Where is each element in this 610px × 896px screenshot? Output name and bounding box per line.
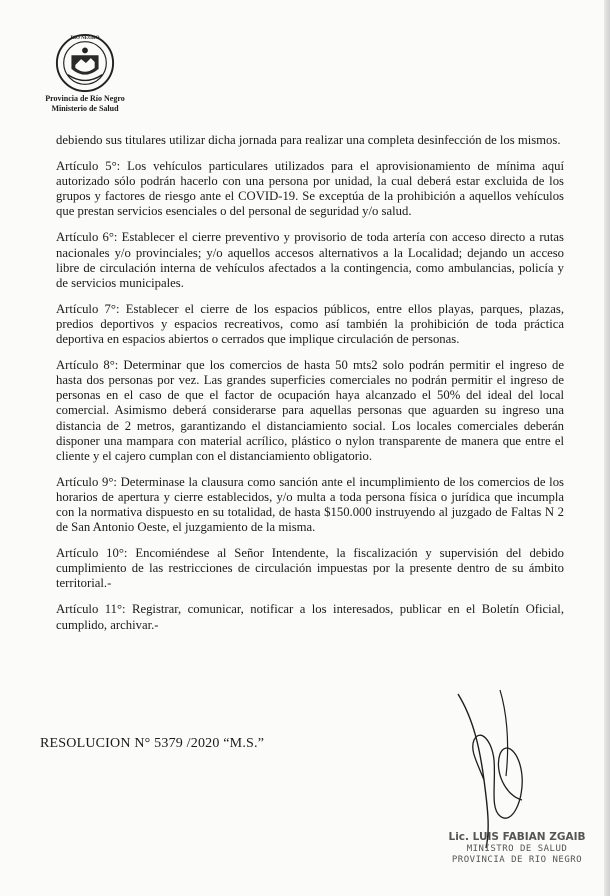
paragraph-continuation: debiendo sus titulares utilizar dicha jornada para realizar una completa desinfección de los mismos.: [56, 133, 561, 147]
paragraph-articulo-6: Artículo 6°: Establecer el cierre preventivo y provisorio de toda artería con acceso directo a rutas nacionales y/o provinciales; y/o aquellos accesos alternativos a la Localidad; dejando un acceso libre de circulación interna de vehículos afectados a la contingencia, como ambulancias, policía y de servicios municipales.: [56, 230, 564, 290]
official-stamp: [448, 830, 586, 866]
document-body: [56, 133, 564, 644]
paragraph-articulo-8: Artículo 8°: Determinar que los comercios de hasta 50 mts2 solo podrán permitir el ingreso de hasta dos personas por vez. Las grandes superficies comerciales no podrán permitir el ingreso de personas en el caso de que el factor de ocupación haya alcanzado el 50% del ideal del local comercial. Asimismo deberá considerarse para aquellas personas que aguarden su ingreso una distancia de 2 metros, garantizando el distanciamiento social. Los locales comerciales deberán disponer una mampara con material acrílico, plástico o nylon transparente de manera que entre el cliente y el cajero cumplan con el distanciamiento obligatorio.: [56, 358, 564, 463]
seal-text: RIO NEGRO: [70, 36, 100, 41]
paragraph-articulo-10: Artículo 10°: Encomiéndese al Señor Intendente, la fiscalización y supervisión del debido cumplimiento de las restricciones de circulación impuestas por la presente dentro de su ámbito territorial.-: [56, 546, 564, 591]
signer-name: Lic. LUIS FABIAN ZGAIB: [448, 831, 586, 843]
paragraph-articulo-11: Artículo 11°: Registrar, comunicar, notificar a los interesados, publicar en el Boletín Oficial, cumplido, archivar.-: [56, 602, 564, 632]
letterhead: [30, 32, 140, 114]
ministry-name: Ministerio de Salud: [51, 104, 119, 113]
paragraph-articulo-7: Artículo 7°: Establecer el cierre de los espacios públicos, entre ellos playas, parques, plazas, predios deportivos y espacios recreativos, como así también la prohibición de toda práctica deportiva en espacios abiertos o cerrados que implique circulación de personas.: [56, 301, 564, 347]
resolution-number: RESOLUCION N° 5379 /2020 “M.S.”: [40, 736, 265, 751]
signer-province: PROVINCIA DE RIO NEGRO: [451, 855, 583, 865]
paragraph-articulo-9: Artículo 9°: Determinase la clausura como sanción ante el incumplimiento de los comercios de los horarios de apertura y cierre establecidos, y/o multa a toda persona física o jurídica que incumpla con la normativa dispuesto en su totalidad, de hasta $150.000 instruyendo al juzgado de Faltas N 2 de San Antonio Oeste, el juzgamiento de la misma.: [56, 474, 564, 535]
page-edge-shadow: [604, 0, 610, 896]
signer-title: MINISTRO DE SALUD: [466, 844, 568, 854]
handwritten-signature: [440, 680, 560, 850]
paragraph-articulo-5: Artículo 5°: Los vehículos particulares utilizados para el aprovisionamiento de mínima aquí autorizado sólo podrán hacerlo con una persona por unidad, la cual deberá estar excluida de los grupos y factores de riesgo ante el COVID-19. Se exceptúa de la prohibición a aquellos vehículos que prestan servicios esenciales o del personal de seguridad y/o salud.: [56, 159, 564, 219]
province-name: Provincia de Río Negro: [45, 94, 125, 103]
